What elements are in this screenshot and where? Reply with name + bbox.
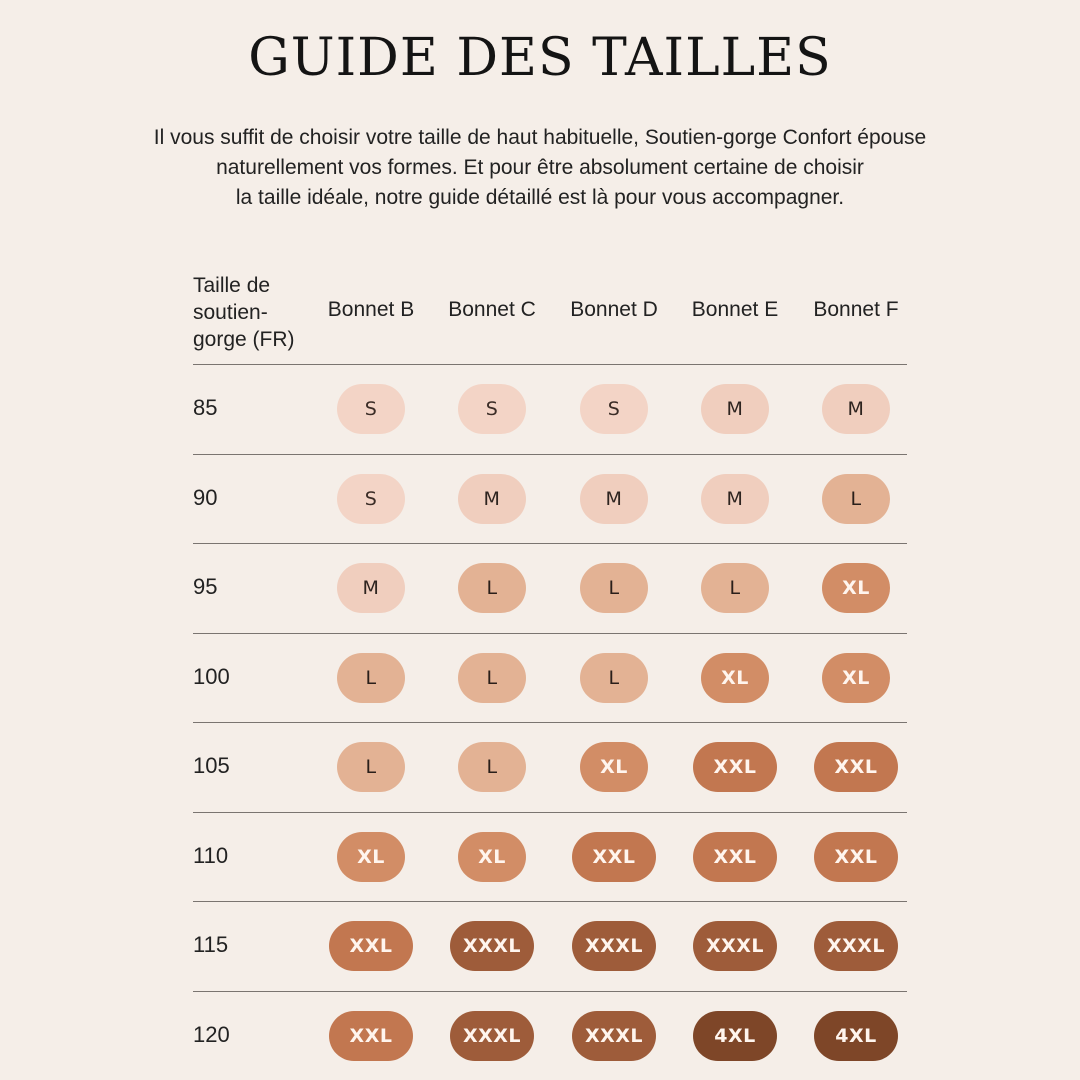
table-row: [193, 634, 907, 724]
band-size-header-line: soutien-: [193, 301, 268, 324]
column-header-bonnet-b: Bonnet B: [327, 298, 415, 321]
size-badge: XXL: [814, 832, 898, 882]
size-badge: XXXL: [814, 921, 898, 971]
band-size-header-line: Taille de: [193, 274, 271, 297]
size-badge: XL: [458, 832, 526, 882]
size-badge: L: [701, 563, 769, 613]
size-badge: M: [337, 563, 405, 613]
size-badge: XXXL: [572, 1011, 656, 1061]
size-badge: L: [458, 563, 526, 613]
size-badge: L: [822, 474, 890, 524]
band-size-cell: 110: [193, 842, 229, 868]
table-row: [193, 455, 907, 545]
table-header: [193, 270, 907, 365]
size-badge: L: [458, 653, 526, 703]
table-row: [193, 365, 907, 455]
size-badge: XXXL: [450, 921, 534, 971]
table-body: [193, 365, 907, 1080]
band-size-cell: 90: [193, 484, 218, 510]
table-row: [193, 544, 907, 634]
page-title: GUIDE DES TAILLES: [248, 28, 832, 88]
table-row: [193, 723, 907, 813]
size-badge: XL: [701, 653, 769, 703]
band-size-cell: 95: [193, 574, 218, 599]
size-badge: XXL: [814, 742, 898, 792]
band-size-cell: 115: [193, 932, 229, 957]
size-badge: L: [458, 742, 526, 792]
band-size-header: [193, 272, 318, 353]
size-badge: XXL: [329, 1011, 413, 1061]
size-badge: 4XL: [693, 1011, 777, 1061]
band-size-header-line: gorge (FR): [193, 328, 295, 351]
size-badge: S: [458, 384, 526, 434]
intro-line-1: Il vous suffit de choisir votre taille de haut habituelle, Soutien-gorge Confort épouse: [153, 126, 927, 149]
intro-line-2: naturellement vos formes. Et pour être absolument certaine de choisir: [216, 156, 864, 179]
intro-line-3: la taille idéale, notre guide détaillé est là pour vous accompagner.: [235, 186, 845, 209]
size-badge: XL: [822, 653, 890, 703]
band-size-cell: 100: [193, 663, 230, 689]
table-row: [193, 902, 907, 992]
size-badge: XXL: [329, 921, 413, 971]
band-size-cell: 120: [193, 1021, 230, 1047]
size-badge: L: [337, 653, 405, 703]
size-badge: L: [580, 653, 648, 703]
column-header-bonnet-d: Bonnet D: [570, 298, 658, 321]
size-guide-table: [193, 270, 907, 1080]
size-badge: S: [337, 474, 405, 524]
size-badge: XL: [580, 742, 648, 792]
size-badge: XXL: [693, 742, 777, 792]
size-badge: 4XL: [814, 1011, 898, 1061]
size-badge: M: [701, 474, 769, 524]
size-badge: XL: [822, 563, 890, 613]
size-badge: S: [337, 384, 405, 434]
size-badge: L: [580, 563, 648, 613]
size-badge: S: [580, 384, 648, 434]
size-badge: XL: [337, 832, 405, 882]
table-row: [193, 813, 907, 903]
column-header-bonnet-e: Bonnet E: [691, 298, 779, 321]
band-size-cell: 85: [193, 395, 218, 420]
band-size-cell: 105: [193, 753, 230, 778]
size-badge: M: [822, 384, 890, 434]
size-badge: XXXL: [450, 1011, 534, 1061]
size-badge: XXL: [693, 832, 777, 882]
table-row: [193, 992, 907, 1080]
size-badge: M: [701, 384, 769, 434]
size-badge: XXXL: [572, 921, 656, 971]
column-header-bonnet-f: Bonnet F: [813, 298, 899, 321]
column-header-bonnet-c: Bonnet C: [448, 298, 536, 321]
size-badge: M: [580, 474, 648, 524]
size-badge: L: [337, 742, 405, 792]
size-badge: M: [458, 474, 526, 524]
size-badge: XXXL: [693, 921, 777, 971]
size-badge: XXL: [572, 832, 656, 882]
